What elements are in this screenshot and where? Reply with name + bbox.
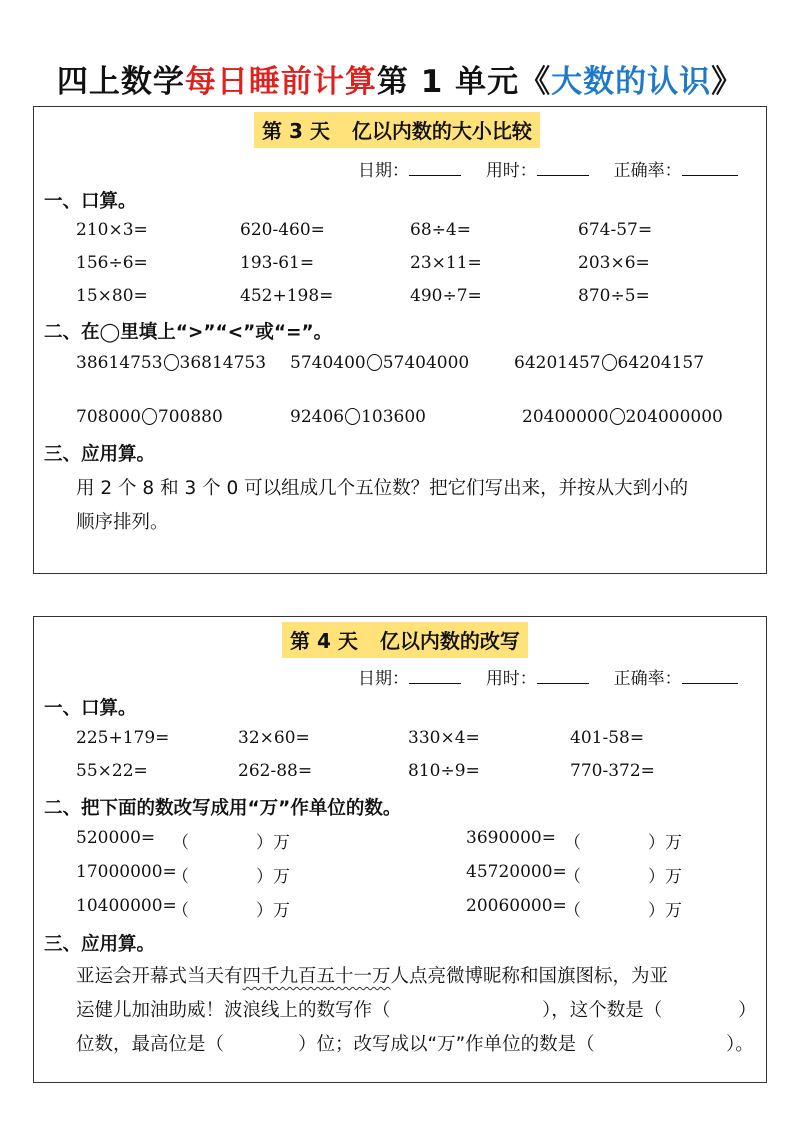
oral-problem: 225+179=	[76, 728, 170, 748]
day3-section-word-problem: 三、应用算。	[44, 444, 156, 465]
day4-day-label: 第 4 天	[290, 629, 358, 653]
answer-paren-close[interactable]: ）万	[256, 833, 290, 853]
compare-item: 92406 103600	[290, 407, 426, 427]
oral-problem: 203×6=	[578, 253, 650, 273]
oral-problem: 810÷9=	[408, 761, 480, 781]
answer-paren-close[interactable]: ）	[738, 1000, 757, 1021]
compare-item: 20400000 204000000	[522, 407, 723, 427]
day4-problem-line2: 运健儿加油助威！波浪线上的数写作（	[76, 1000, 391, 1021]
date-label: 日期：	[358, 669, 409, 689]
compare-circle[interactable]	[164, 354, 179, 371]
answer-paren-close[interactable]: ）万	[648, 901, 682, 921]
answer-paren-close[interactable]: ）万	[648, 867, 682, 887]
oral-problem: 452+198=	[240, 286, 334, 306]
day3-day-label: 第 3 天	[262, 119, 330, 143]
day4-problem-line1: 亚运会开幕式当天有四千九百五十一万人点亮微博昵称和国旗图标，为亚	[76, 966, 669, 987]
day4-title	[282, 622, 528, 658]
title-unit: 第 1 单元《	[376, 64, 552, 100]
title-topic: 大数的认识	[551, 64, 712, 100]
day3-topic: 亿以内数的大小比较	[351, 119, 532, 143]
date-field[interactable]	[409, 159, 461, 176]
answer-paren-close[interactable]: ）万	[648, 833, 682, 853]
rewrite-item: 20060000=	[466, 896, 567, 916]
compare-item: 64201457 64204157	[514, 353, 705, 373]
time-field[interactable]	[537, 159, 589, 176]
rewrite-item: 3690000=	[466, 828, 556, 848]
answer-paren-open: （	[564, 867, 581, 887]
answer-paren-close[interactable]: ）。	[726, 1034, 754, 1055]
day3-problem-text: 用 2 个 8 和 3 个 0 可以组成几个五位数？把它们写出来，并按从大到小的	[76, 478, 689, 499]
oral-problem: 330×4=	[408, 728, 480, 748]
answer-paren-open: （	[564, 833, 581, 853]
time-label: 用时：	[485, 161, 537, 181]
compare-circle[interactable]	[345, 408, 360, 425]
wavy-number-text: 四千九百五十一万	[242, 966, 391, 987]
oral-problem: 870÷5=	[578, 286, 650, 306]
compare-circle[interactable]	[367, 354, 382, 371]
day4-section-word-problem: 三、应用算。	[44, 934, 156, 955]
compare-item: 708000 700880	[76, 407, 223, 427]
day3-section-oral: 一、口算。	[44, 191, 137, 212]
accuracy-field[interactable]	[682, 667, 738, 684]
oral-problem: 68÷4=	[410, 220, 471, 240]
oral-problem: 490÷7=	[410, 286, 482, 306]
accuracy-label: 正确率：	[613, 161, 682, 181]
accuracy-label: 正确率：	[613, 669, 682, 689]
compare-item: 38614753 36814753	[76, 353, 267, 373]
oral-problem: 770-372=	[570, 761, 655, 781]
day4-topic: 亿以内数的改写	[379, 629, 520, 653]
oral-problem: 210×3=	[76, 220, 148, 240]
answer-paren-close[interactable]: ）位；改写成以“万”作单位的数是（	[298, 1034, 595, 1055]
day3-section-compare: 二、在◯里填上“>”“<”或“=”。	[44, 322, 333, 343]
oral-problem: 401-58=	[570, 728, 645, 748]
day4-problem-line3: 位数，最高位是（	[76, 1034, 225, 1055]
answer-paren-open: （	[564, 901, 581, 921]
compare-circle[interactable]	[602, 354, 617, 371]
time-label: 用时：	[485, 669, 537, 689]
compare-item: 5740400 57404000	[290, 353, 470, 373]
accuracy-field[interactable]	[682, 159, 738, 176]
date-field[interactable]	[409, 667, 461, 684]
time-field[interactable]	[537, 667, 589, 684]
answer-paren-close[interactable]: ）万	[256, 867, 290, 887]
day3-title	[254, 112, 540, 148]
answer-paren-open: （	[172, 867, 189, 887]
compare-circle[interactable]	[142, 408, 157, 425]
date-label: 日期：	[358, 161, 409, 181]
oral-problem: 620-460=	[240, 220, 325, 240]
oral-problem: 674-57=	[578, 220, 653, 240]
rewrite-item: 10400000=	[76, 896, 177, 916]
title-series: 每日睡前计算	[184, 64, 377, 100]
rewrite-item: 17000000=	[76, 862, 177, 882]
rewrite-item: 45720000=	[466, 862, 567, 882]
answer-paren-close[interactable]: ）万	[256, 901, 290, 921]
day4-section-rewrite: 二、把下面的数改写成用“万”作单位的数。	[44, 798, 402, 819]
day3-meta	[358, 156, 738, 181]
day4-section-oral: 一、口算。	[44, 698, 137, 719]
day4-meta	[358, 664, 738, 689]
oral-problem: 32×60=	[238, 728, 310, 748]
rewrite-item: 520000=	[76, 828, 156, 848]
oral-problem: 55×22=	[76, 761, 148, 781]
title-grade: 四上数学	[56, 64, 185, 100]
oral-problem: 193-61=	[240, 253, 315, 273]
oral-problem: 262-88=	[238, 761, 313, 781]
oral-problem: 15×80=	[76, 286, 148, 306]
oral-problem: 156÷6=	[76, 253, 148, 273]
page-title	[0, 56, 800, 101]
day3-problem-text: 顺序排列。	[76, 512, 169, 533]
title-close: 》	[711, 64, 744, 100]
answer-paren-open: （	[172, 901, 189, 921]
oral-problem: 23×11=	[410, 253, 482, 273]
answer-paren-close[interactable]: ），这个数是（	[542, 1000, 663, 1021]
answer-paren-open: （	[172, 833, 189, 853]
compare-circle[interactable]	[610, 408, 625, 425]
